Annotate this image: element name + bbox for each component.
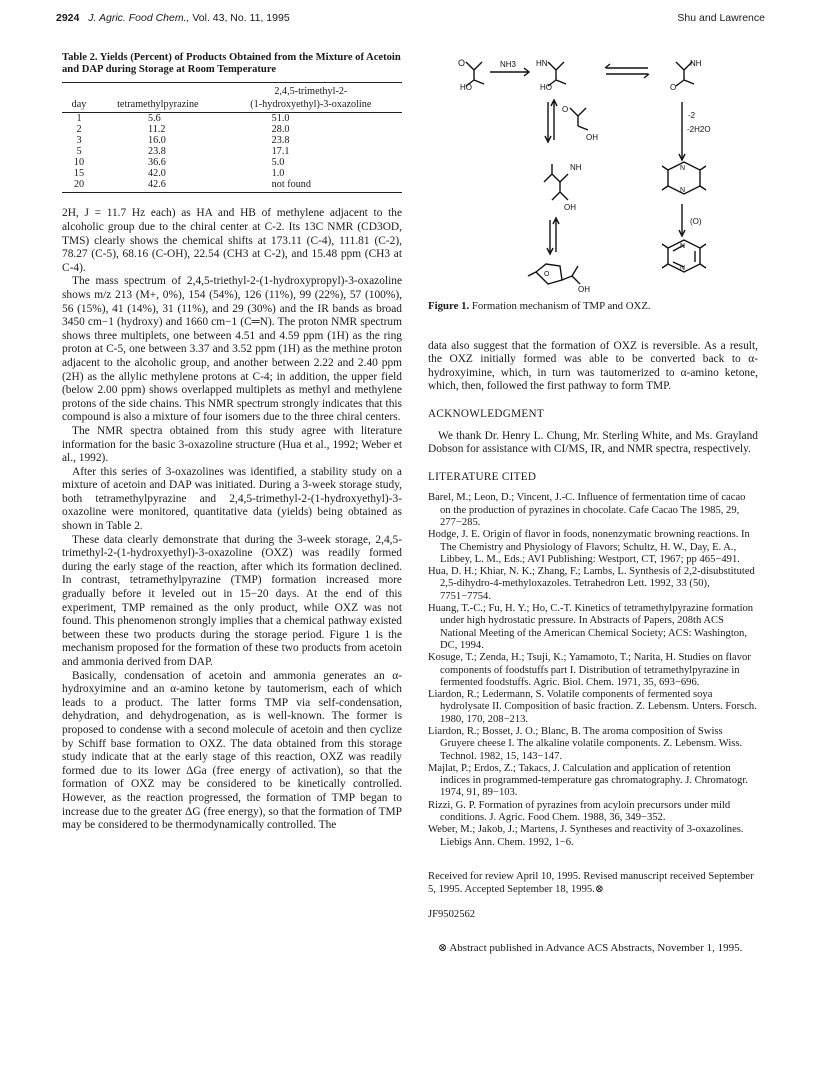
svg-text:N: N bbox=[680, 243, 686, 250]
table-header-spacer bbox=[62, 83, 96, 99]
reference-list bbox=[428, 492, 758, 849]
acetoin-structure bbox=[458, 58, 484, 92]
cell-day: 15 bbox=[73, 168, 85, 180]
abstract-footnote: ⊗ Abstract published in Advance ACS Abstracts, November 1, 1995. bbox=[438, 941, 743, 954]
cell-oxz: 23.8 bbox=[271, 135, 290, 147]
acknowledgment-heading: ACKNOWLEDGMENT bbox=[428, 407, 545, 420]
reference-entry: Huang, T.-C.; Fu, H. Y.; Ho, C.-T. Kinetics of tetramethylpyrazine formation under high hydrostatic pressure. In Abstracts of Papers, 208th ACS National Meeting of the American Chemical Society; ACS: Washington, DC, 1994. bbox=[428, 603, 754, 651]
running-head-authors: Shu and Lawrence bbox=[677, 12, 765, 24]
reference-entry: Weber, M.; Jakob, J.; Martens, J. Syntheses and reactivity of 3-oxazolines. Liebigs Ann. Chem. 1992, 1−6. bbox=[428, 824, 744, 848]
journal-name: J. Agric. Food Chem., bbox=[88, 12, 190, 24]
cell-day: 2 bbox=[76, 124, 82, 136]
step-water-label: -2H2O bbox=[687, 125, 711, 134]
right-column bbox=[428, 52, 758, 955]
tautomer-equilibrium-arrows bbox=[605, 64, 649, 78]
cell-oxz: 17.1 bbox=[271, 146, 290, 158]
cell-tmp: 42.0 bbox=[148, 168, 166, 180]
cell-oxz: 28.0 bbox=[271, 124, 290, 136]
tetramethylpyrazine-tmp-structure bbox=[662, 240, 706, 272]
body-paragraph: These data clearly demonstrate that during the 3-week storage, 2,4,5-trimethyl-2-(1-hydroxyethyl)-3-oxazoline (OXZ) was readily formed during the early stage of the reaction, after which its formation declined. In contrast, tetramethylpyrazine (TMP) formation increased more gradually before it leveled out in 15−20 days. At the end of this experiment, TMP remained as the only product, while OXZ was not found. This phenomenon strongly implies that a chemical pathway existed between these two products during the storage period. Figure 1 is the mechanism proposed for the formation of these two products from acetoin and ammonia derived from DAP. bbox=[62, 533, 402, 668]
reference-entry: Liardon, R.; Ledermann, S. Volatile components of fermented soya hydrolysate II. Composition of basic fraction. Z. Lebensm. Unters. Forsch. 1980, 170, 208−213. bbox=[428, 689, 757, 725]
cell-tmp: 42.6 bbox=[96, 179, 220, 193]
svg-text:O: O bbox=[562, 105, 569, 114]
svg-text:N: N bbox=[680, 187, 686, 194]
received-dates: Received for review April 10, 1995. Revised manuscript received September 5, 1995. Accepted September 18, 1995.⊗ bbox=[428, 870, 754, 895]
cell-tmp: 23.8 bbox=[148, 146, 166, 158]
figure-caption-text: Formation mechanism of TMP and OXZ. bbox=[471, 300, 651, 312]
reference-entry: Liardon, R.; Bosset, J. O.; Blanc, B. The aroma composition of Swiss Gruyere cheese I. The alkaline volatile components. Z. Lebensm. Wiss. Technol. 1982, 15, 143−147. bbox=[428, 725, 743, 762]
cyclization-arrows bbox=[547, 218, 559, 254]
acetoin-second-molecule bbox=[562, 105, 598, 142]
svg-text:O: O bbox=[458, 58, 466, 68]
reference-entry: Kosuge, T.; Zenda, H.; Tsuji, K.; Yamamoto, T.; Narita, H. Studies on flavor components of foodstuffs part I. Distribution of tetramethylpyrazine in fermented foodstuffs. Agric. Biol. Chem. 1971, 35, 693−696. bbox=[428, 652, 751, 688]
table-caption: Table 2. Yields (Percent) of Products Obtained from the Mixture of Acetoin and DAP during Storage at Room Temperature bbox=[62, 52, 401, 76]
cell-day: 3 bbox=[76, 135, 82, 147]
document-id: JF9502562 bbox=[428, 909, 476, 921]
yields-table bbox=[62, 82, 402, 193]
reaction-scheme-figure bbox=[428, 52, 758, 292]
body-paragraph: data also suggest that the formation of OXZ is reversible. As a result, the OXZ initially formed was able to be converted back to α-hydroxyimine, which, in turn was tautomerized to α-amino ketone, which, then, followed the first pathway to form TMP. bbox=[428, 339, 758, 393]
cell-tmp: 16.0 bbox=[148, 135, 166, 147]
figure-label: Figure 1. bbox=[428, 300, 470, 312]
svg-text:N: N bbox=[680, 265, 686, 272]
nh3-label: NH3 bbox=[500, 60, 517, 69]
svg-text:HO: HO bbox=[460, 83, 472, 92]
hydroxyimine-structure bbox=[536, 59, 566, 92]
step-minus2-label: -2 bbox=[688, 111, 696, 120]
svg-text:OH: OH bbox=[578, 285, 590, 292]
cell-day: 1 bbox=[76, 113, 82, 125]
table-header-day: day bbox=[62, 98, 96, 113]
ammonia-addition-arrow bbox=[490, 60, 529, 76]
table-row bbox=[62, 168, 402, 179]
cell-day: 20 bbox=[62, 179, 96, 193]
cell-day: 5 bbox=[76, 146, 82, 158]
body-paragraph: After this series of 3-oxazolines was identified, a stability study on a mixture of acetoin and DAP was initiated. During a 3-week storage study, both tetramethylpyrazine and 2,4,5-trimethyl-2-(1-hydroxyethyl)-3-oxazoline were monitored, quantitative data (yields) being obtained as shown in Table 2. bbox=[62, 465, 402, 533]
table-row bbox=[62, 179, 402, 193]
table-header-tmp: tetramethylpyrazine bbox=[96, 98, 220, 113]
aminoketone-structure bbox=[670, 59, 702, 92]
table-row bbox=[62, 146, 402, 157]
table-row bbox=[62, 113, 402, 125]
table-header-oxz-line1: 2,4,5-trimethyl-2- bbox=[220, 83, 402, 99]
page-number: 2924 bbox=[56, 12, 80, 24]
table-row bbox=[62, 135, 402, 146]
reaction-scheme-svg bbox=[428, 52, 758, 292]
svg-text:NH: NH bbox=[690, 59, 702, 68]
svg-text:OH: OH bbox=[586, 133, 598, 142]
cell-oxz: 1.0 bbox=[271, 168, 285, 180]
acknowledgment-text: We thank Dr. Henry L. Chung, Mr. Sterling White, and Ms. Grayland Dobson for assistance with CI/MS, IR, and NMR spectra, respectively. bbox=[428, 429, 758, 456]
dimerization-arrow bbox=[679, 102, 711, 160]
table-row bbox=[62, 157, 402, 168]
reference-entry: Rizzi, G. P. Formation of pyrazines from acyloin precursors under mild conditions. J. Agric. Food Chem. 1988, 36, 349−352. bbox=[428, 799, 731, 824]
svg-text:HO: HO bbox=[540, 83, 552, 92]
left-column bbox=[62, 52, 402, 833]
dihydropyrazine-structure bbox=[662, 162, 706, 194]
svg-text:NH: NH bbox=[570, 163, 582, 172]
svg-text:HN: HN bbox=[536, 59, 548, 68]
svg-text:O: O bbox=[670, 83, 677, 92]
volume-info: Vol. 43, No. 11, 1995 bbox=[192, 12, 290, 24]
svg-text:OH: OH bbox=[564, 203, 576, 212]
cell-oxz: not found bbox=[220, 179, 402, 193]
svg-text:O: O bbox=[544, 271, 550, 278]
reference-entry: Majlat, P.; Erdos, Z.; Takacs, J. Calculation and application of retention indices in programmed-temperature gas chromatography. J. Chromatogr. 1974, 91, 89−103. bbox=[428, 762, 748, 799]
cell-tmp: 11.2 bbox=[148, 124, 166, 136]
condensation-arrows bbox=[545, 100, 557, 142]
literature-heading: LITERATURE CITED bbox=[428, 470, 537, 483]
reference-entry: Hua, D. H.; Khiar, N. K.; Zhang, F.; Lambs, L. Synthesis of 2,2-disubstituted 2,5-dihydro-4-methyloxazoles. Tetrahedron Lett. 1992, 33 (50), 7751−7754. bbox=[428, 566, 755, 602]
body-paragraph: Basically, condensation of acetoin and ammonia generates an α-hydroxyimine and an α-amino ketone by tautomerism, each of which leads to a product. The latter forms TMP via self-condensation, dehydration, and dehydrogenation, as is well-known. The former is proposed to condense with a second molecule of acetoin and then cyclize by Schiff base formation to OXZ. The data obtained from this storage study indicate that at the early stage of this reaction, OXZ was readily formed due to its lower ΔGa (free energy of activation), so that the formation of OXZ may be considered to be kinetically controlled. However, as the reaction progressed, the formation of TMP began to increase due to the greater ΔG (free energy), so that the formation of TMP may be considered to be thermodynamically controlled. The bbox=[62, 669, 402, 832]
aminal-intermediate-structure bbox=[544, 163, 582, 212]
body-paragraph: The NMR spectra obtained from this study agree with literature information for the basic 3-oxazoline structure (Hua et al., 1992; Weber et al., 1992). bbox=[62, 424, 402, 465]
body-paragraph: The mass spectrum of 2,4,5-triethyl-2-(1-hydroxypropyl)-3-oxazoline shows m/z 213 (M+, 0%), 154 (54%), 126 (11%), 99 (22%), 57 (100%), 56 (15%), 41 (14%), 31 (11%), and 29 (30%) and the IR bands as broad 3450 cm−1 (hydroxy) and 1660 cm−1 (C═N). The proton NMR spectrum shows three multiplets, one between 4.51 and 4.59 ppm (1H) as the ring proton at C-5, one between 3.37 and 3.52 ppm (1H) as the methine proton adjacent to the alcoholic group, and another between 2.22 and 2.40 ppm (2H) as the allylic methylene protons at C-4; in addition, the upper field (below 2.00 ppm) shows overlapped multiplets as methyl and methylene protons of the side chains. This NMR spectrum strongly indicates that this compound is also a mixture of four isomers due to the three chiral centers. bbox=[62, 275, 402, 424]
svg-text:N: N bbox=[680, 165, 686, 172]
oxazoline-oxz-structure bbox=[528, 264, 590, 292]
oxidation-arrow bbox=[679, 204, 702, 236]
table-header-spacer bbox=[96, 83, 220, 99]
table-row bbox=[62, 124, 402, 135]
cell-tmp: 5.6 bbox=[148, 113, 161, 125]
running-head-left bbox=[56, 12, 290, 24]
running-head bbox=[56, 12, 765, 28]
cell-tmp: 36.6 bbox=[148, 157, 166, 169]
reference-entry: Barel, M.; Leon, D.; Vincent, J.-C. Influence of fermentation time of cacao on the production of pyrazines in chocolate. Cafe Cacao The 1985, 29, 277−285. bbox=[428, 492, 746, 528]
oxidation-label: (O) bbox=[690, 217, 702, 226]
table-header-oxz-line2: (1-hydroxyethyl)-3-oxazoline bbox=[220, 98, 402, 113]
cell-oxz: 5.0 bbox=[271, 157, 285, 169]
reference-entry: Hodge, J. E. Origin of flavor in foods, nonenzymatic browning reactions. In The Chemistry and Physiology of Flavors; Schultz, H. W., Day, E. A., Libbey, L. M., Eds.; AVI Publishing: Westport, CT, 1967; pp 465−491. bbox=[428, 529, 750, 565]
body-paragraph: 2H, J = 11.7 Hz each) as HA and HB of methylene adjacent to the alcoholic group due to the chiral center at C-2. Its 13C NMR (CD3OD, TMS) clearly shows the chemical shifts at 173.11 (C-4), 111.81 (C-2), 78.27 (C-5), 68.16 (C-OH), 22.54 (CH3 at C-2), and 15.48 ppm (CH3 at C-4). bbox=[62, 207, 402, 274]
cell-oxz: 51.0 bbox=[271, 113, 290, 125]
figure-caption bbox=[428, 300, 758, 314]
cell-day: 10 bbox=[73, 157, 85, 169]
